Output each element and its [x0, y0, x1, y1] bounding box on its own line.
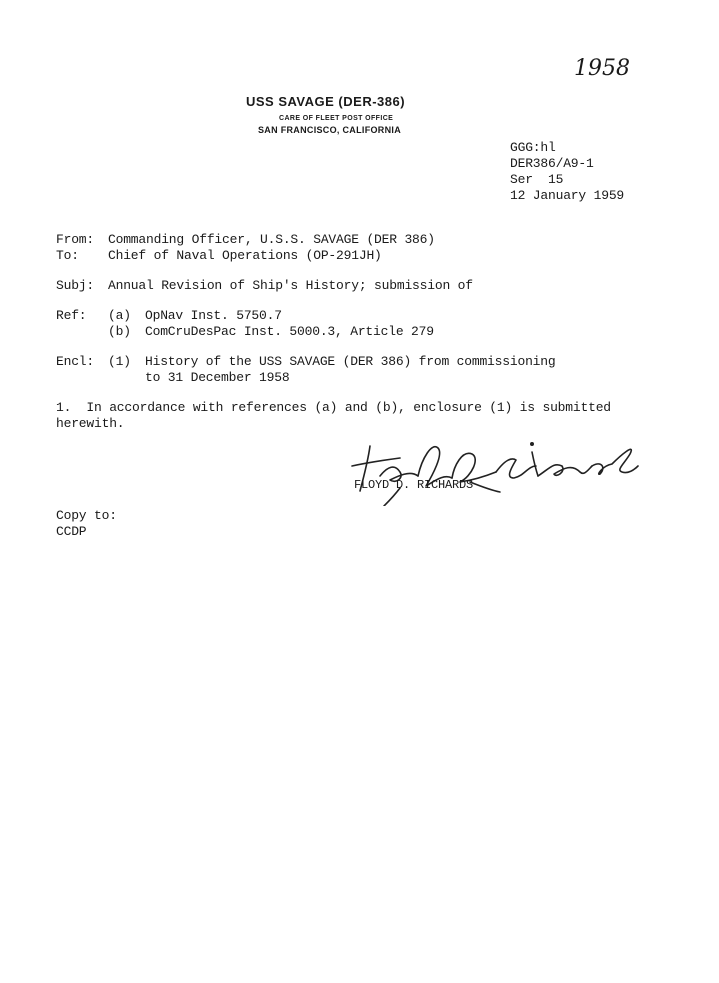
enclosure-line [56, 354, 555, 370]
enclosure-line-cont [145, 370, 289, 386]
reference-block [510, 140, 624, 204]
to-line [56, 248, 382, 264]
body-paragraph-line1: 1. In accordance with references (a) and (b), enclosure (1) is submitted [56, 400, 611, 415]
reference-line-a [56, 308, 282, 324]
ref-a-id: (a) [108, 308, 131, 323]
encl-1-text-cont: to 31 December 1958 [145, 370, 290, 385]
encl-1-text: History of the USS SAVAGE (DER 386) from commissioning [145, 354, 556, 369]
typed-signature-name: FLOYD D. RICHARDS [354, 478, 474, 492]
from-line [56, 232, 435, 248]
to-label: To: [56, 248, 79, 263]
to-value: Chief of Naval Operations (OP-291JH) [108, 248, 382, 263]
ref-initials: GGG:hl [510, 140, 556, 155]
reference-line-b [108, 324, 434, 340]
ref-serial: Ser 15 [510, 172, 564, 187]
handwritten-signature [340, 436, 640, 506]
ref-file-number: DER386/A9-1 [510, 156, 594, 171]
from-label: From: [56, 232, 95, 247]
copy-to-recipient: CCDP [56, 524, 87, 539]
subj-value: Annual Revision of Ship's History; submission of [108, 278, 473, 293]
encl-1-id: (1) [108, 354, 131, 369]
ref-date: 12 January 1959 [510, 188, 625, 203]
encl-label: Encl: [56, 354, 95, 369]
body-paragraph-line2: herewith. [56, 416, 125, 431]
ref-label: Ref: [56, 308, 87, 323]
ref-b-text: ComCruDesPac Inst. 5000.3, Article 279 [145, 324, 434, 339]
ref-a-text: OpNav Inst. 5750.7 [145, 308, 282, 323]
subj-label: Subj: [56, 278, 95, 293]
subject-line [56, 278, 473, 294]
letterhead-care-of: CARE OF FLEET POST OFFICE [279, 115, 394, 122]
letterhead-city: SAN FRANCISCO, CALIFORNIA [258, 125, 401, 135]
from-value: Commanding Officer, U.S.S. SAVAGE (DER 386) [108, 232, 435, 247]
ref-b-id: (b) [108, 324, 131, 339]
letterhead-ship-name: USS SAVAGE (DER-386) [246, 94, 406, 109]
copy-to-label: Copy to: [56, 508, 117, 523]
handwritten-year-annotation: 1958 [574, 56, 630, 81]
